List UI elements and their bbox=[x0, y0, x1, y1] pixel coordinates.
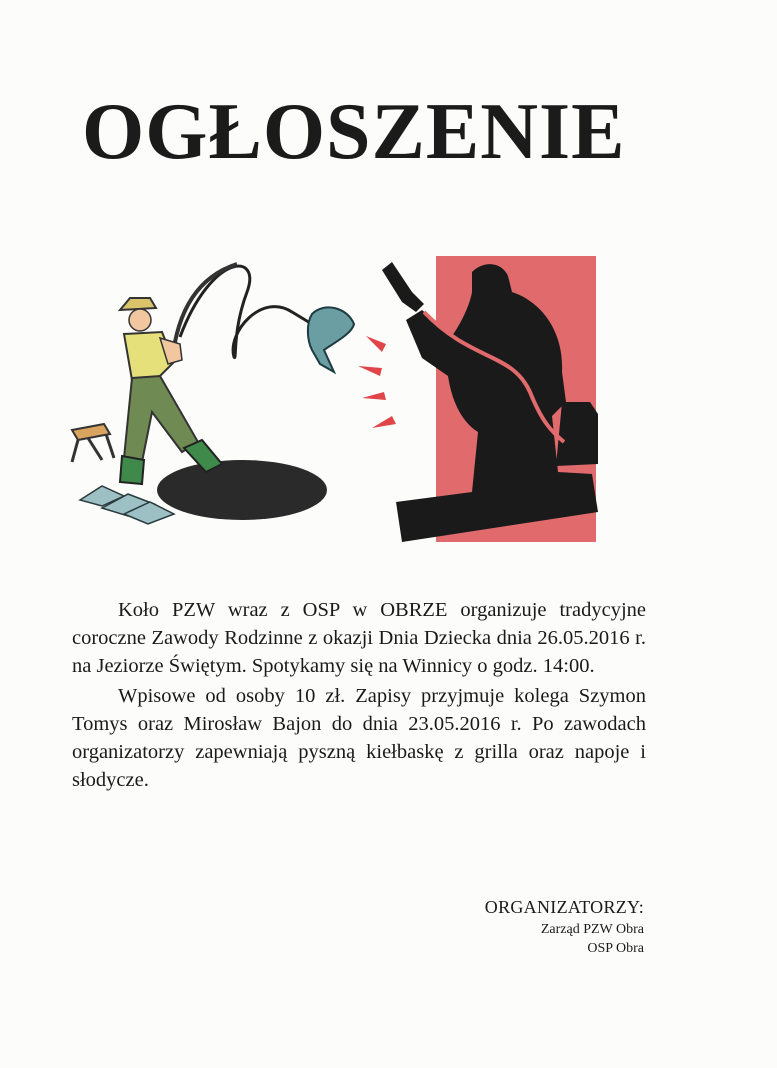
announcement-body bbox=[72, 596, 646, 796]
alarm-rays bbox=[358, 336, 396, 428]
paragraph-event-details: Koło PZW wraz z OSP w OBRZE organizuje tradycyjne coroczne Zawody Rodzinne z okazji Dnia Dziecka dnia 26.05.2016 r. na Jeziorze Świętym. Spotykamy się na Winnicy o godz. 14:00. bbox=[72, 599, 646, 677]
fish-icon bbox=[308, 307, 354, 372]
paragraph-registration: Wpisowe od osoby 10 zł. Zapisy przyjmuje kolega Szymon Tomys oraz Mirosław Bajon do dnia 23.05.2016 r. Po zawodach organizatorzy zapewniają pyszną kiełbaskę z grilla oraz napoje i słodycze. bbox=[72, 685, 646, 791]
organizers-signature bbox=[485, 896, 644, 958]
organizer-pzw: Zarząd PZW Obra bbox=[540, 922, 644, 937]
hose-nozzle bbox=[382, 262, 424, 312]
hydrant-shape bbox=[556, 402, 598, 466]
boot-shape bbox=[120, 456, 144, 484]
hat-shape bbox=[120, 298, 156, 310]
head-shape bbox=[129, 309, 151, 331]
fishing-rod bbox=[172, 264, 237, 362]
organizer-osp: OSP Obra bbox=[587, 941, 644, 956]
organizers-heading: ORGANIZATORZY: bbox=[484, 897, 644, 917]
fisherman-illustration bbox=[62, 252, 372, 542]
fishing-line bbox=[180, 266, 320, 357]
page-title: OGŁOSZENIE bbox=[82, 88, 626, 176]
firefighter-illustration bbox=[352, 252, 612, 552]
stool-shape bbox=[72, 424, 110, 440]
shadow-shape bbox=[157, 460, 327, 520]
